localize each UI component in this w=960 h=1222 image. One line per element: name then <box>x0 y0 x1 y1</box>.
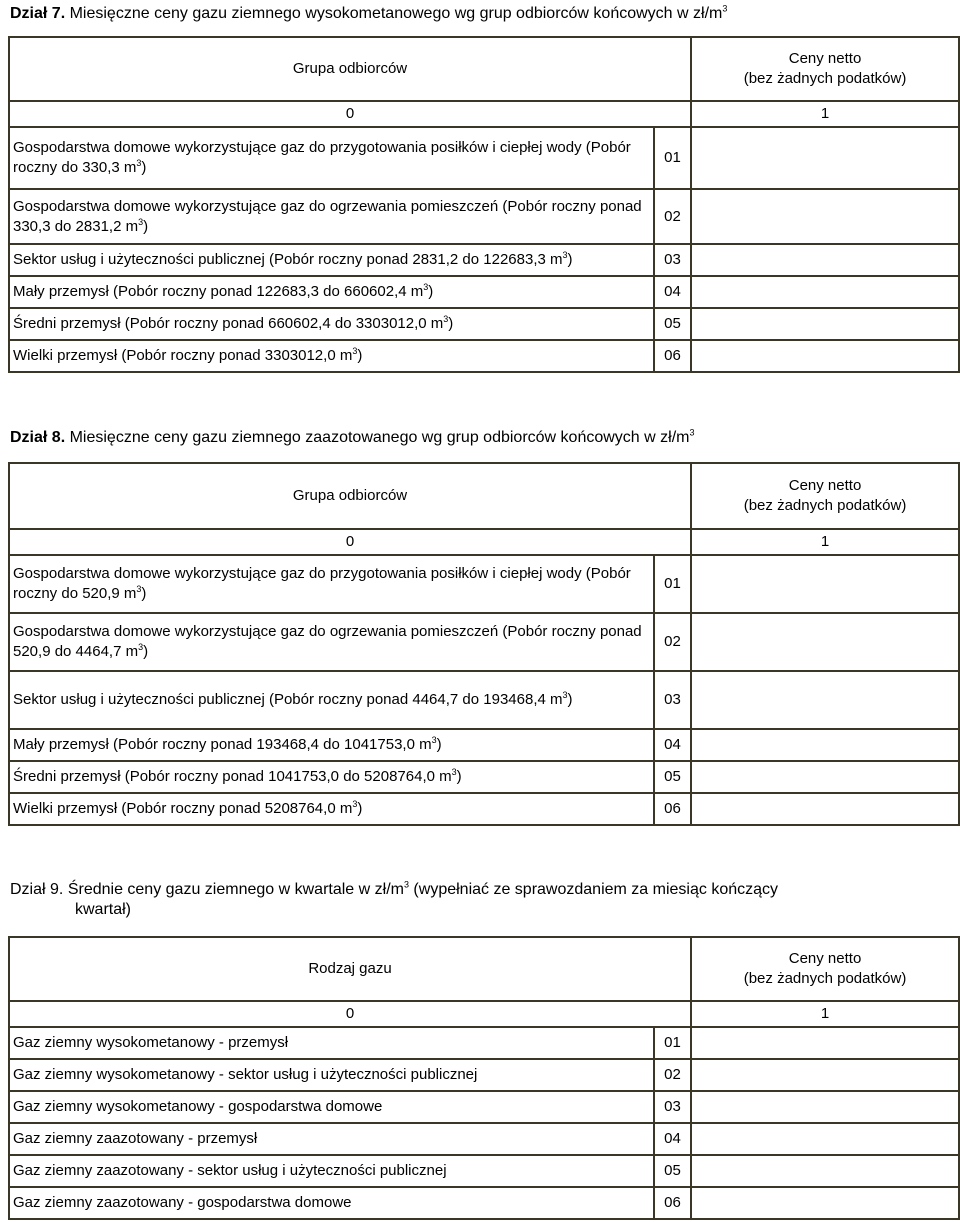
row-code: 04 <box>654 276 691 308</box>
row-code: 05 <box>654 308 691 340</box>
section-9-title <box>10 880 778 920</box>
row-label: Mały przemysł (Pobór roczny ponad 193468,4 do 1041753,0 $m^3$) <box>9 729 654 761</box>
table-header-row <box>9 463 959 529</box>
column-number-1: 1 <box>691 101 959 127</box>
price-input-cell[interactable] <box>691 127 959 189</box>
header-price-line2: (bez żadnych podatków) <box>743 970 907 987</box>
section-9-title-part1: Średnie ceny gazu ziemnego w kwartale w zł/m <box>67 881 404 898</box>
price-input-cell[interactable] <box>691 244 959 276</box>
table-row <box>9 244 959 276</box>
table-row <box>9 729 959 761</box>
row-code: 04 <box>654 1123 691 1155</box>
table-row <box>9 761 959 793</box>
table-row <box>9 1091 959 1123</box>
row-label: Wielki przemysł (Pobór roczny ponad 5208764,0 $m^3$) <box>9 793 654 825</box>
price-input-cell[interactable] <box>691 276 959 308</box>
header-price-line1: Ceny netto <box>788 50 862 67</box>
row-label: Gaz ziemny zaazotowany - gospodarstwa domowe <box>9 1187 654 1219</box>
table-row <box>9 1059 959 1091</box>
row-label: Gospodarstwa domowe wykorzystujące gaz do ogrzewania pomieszczeń (Pobór roczny ponad 330,3 do 2831,2 $m^3$) <box>9 189 654 244</box>
price-input-cell[interactable] <box>691 1155 959 1187</box>
section-7-title-sup: 3 <box>722 3 728 14</box>
column-number-0: 0 <box>9 101 691 127</box>
row-label: Średni przemysł (Pobór roczny ponad 660602,4 do 3303012,0 $m^3$) <box>9 308 654 340</box>
column-number-0: 0 <box>9 1001 691 1027</box>
row-label: Mały przemysł (Pobór roczny ponad 122683,3 do 660602,4 $m^3$) <box>9 276 654 308</box>
row-code: 03 <box>654 671 691 729</box>
price-input-cell[interactable] <box>691 1091 959 1123</box>
price-input-cell[interactable] <box>691 613 959 671</box>
row-label: Gaz ziemny zaazotowany - sektor usług i użyteczności publicznej <box>9 1155 654 1187</box>
table-row <box>9 1187 959 1219</box>
row-code: 06 <box>654 793 691 825</box>
section-8-title <box>10 428 694 448</box>
row-label: Gospodarstwa domowe wykorzystujące gaz do przygotowania posiłków i ciepłej wody (Pobór roczny do 330,3 $m^3$) <box>9 127 654 189</box>
row-code: 02 <box>654 189 691 244</box>
row-code: 06 <box>654 1187 691 1219</box>
row-code: 05 <box>654 761 691 793</box>
row-code: 01 <box>654 1027 691 1059</box>
section-7-table <box>8 36 960 373</box>
table-row <box>9 127 959 189</box>
header-gas-type-cell: Rodzaj gazu <box>9 937 691 1001</box>
price-input-cell[interactable] <box>691 1187 959 1219</box>
price-input-cell[interactable] <box>691 671 959 729</box>
section-7-title <box>10 4 727 24</box>
table-numbering-row <box>9 101 959 127</box>
row-code: 02 <box>654 613 691 671</box>
header-price-line2: (bez żadnych podatków) <box>743 497 907 514</box>
row-code: 02 <box>654 1059 691 1091</box>
row-label: Gospodarstwa domowe wykorzystujące gaz do przygotowania posiłków i ciepłej wody (Pobór roczny do 520,9 $m^3$) <box>9 555 654 613</box>
row-label: Sektor usług i użyteczności publicznej (Pobór roczny ponad 4464,7 do 193468,4 $m^3$) <box>9 671 654 729</box>
section-8-title-sup: 3 <box>689 427 695 438</box>
section-8-title-text: Miesięczne ceny gazu ziemnego zaazotowanego wg grup odbiorców końcowych w zł/m <box>69 429 690 446</box>
section-9-number: Dział 9. <box>10 881 64 898</box>
table-row <box>9 1155 959 1187</box>
table-numbering-row <box>9 529 959 555</box>
table-row <box>9 793 959 825</box>
price-input-cell[interactable] <box>691 189 959 244</box>
header-price-line1: Ceny netto <box>788 477 862 494</box>
table-row <box>9 555 959 613</box>
row-code: 06 <box>654 340 691 372</box>
row-label: Gaz ziemny wysokometanowy - przemysł <box>9 1027 654 1059</box>
header-group-cell: Grupa odbiorców <box>9 463 691 529</box>
row-code: 03 <box>654 244 691 276</box>
table-header-row <box>9 37 959 101</box>
column-number-1: 1 <box>691 1001 959 1027</box>
header-price-line2: (bez żadnych podatków) <box>743 70 907 87</box>
section-8-table <box>8 462 960 826</box>
row-label: Gaz ziemny zaazotowany - przemysł <box>9 1123 654 1155</box>
row-code: 01 <box>654 127 691 189</box>
section-8-number: Dział 8. <box>10 429 66 446</box>
header-price-cell <box>691 37 959 101</box>
price-input-cell[interactable] <box>691 1027 959 1059</box>
table-header-row <box>9 937 959 1001</box>
price-input-cell[interactable] <box>691 308 959 340</box>
header-price-cell <box>691 463 959 529</box>
row-label: Gaz ziemny wysokometanowy - sektor usług i użyteczności publicznej <box>9 1059 654 1091</box>
table-row <box>9 189 959 244</box>
row-code: 04 <box>654 729 691 761</box>
price-input-cell[interactable] <box>691 793 959 825</box>
header-price-cell <box>691 937 959 1001</box>
row-label: Gaz ziemny wysokometanowy - gospodarstwa domowe <box>9 1091 654 1123</box>
section-9-title-part2: (wypełniać ze sprawozdaniem za miesiąc kończący <box>408 881 779 898</box>
row-label: Sektor usług i użyteczności publicznej (Pobór roczny ponad 2831,2 do 122683,3 $m^3$) <box>9 244 654 276</box>
price-input-cell[interactable] <box>691 761 959 793</box>
price-input-cell[interactable] <box>691 1059 959 1091</box>
row-code: 05 <box>654 1155 691 1187</box>
section-7-title-text: Miesięczne ceny gazu ziemnego wysokometanowego wg grup odbiorców końcowych w zł/m <box>69 5 723 22</box>
section-9-table <box>8 936 960 1220</box>
table-row <box>9 276 959 308</box>
column-number-1: 1 <box>691 529 959 555</box>
header-price-line1: Ceny netto <box>788 950 862 967</box>
row-label: Gospodarstwa domowe wykorzystujące gaz do ogrzewania pomieszczeń (Pobór roczny ponad 520,9 do 4464,7 $m^3$) <box>9 613 654 671</box>
price-input-cell[interactable] <box>691 1123 959 1155</box>
row-code: 01 <box>654 555 691 613</box>
price-input-cell[interactable] <box>691 729 959 761</box>
table-row <box>9 340 959 372</box>
table-row <box>9 1123 959 1155</box>
table-row <box>9 1027 959 1059</box>
table-row <box>9 613 959 671</box>
header-group-cell: Grupa odbiorców <box>9 37 691 101</box>
table-row <box>9 671 959 729</box>
row-label: Wielki przemysł (Pobór roczny ponad 3303012,0 $m^3$) <box>9 340 654 372</box>
table-numbering-row <box>9 1001 959 1027</box>
section-9-title-sup: 3 <box>403 879 409 890</box>
section-7-number: Dział 7. <box>10 5 66 22</box>
price-input-cell[interactable] <box>691 555 959 613</box>
column-number-0: 0 <box>9 529 691 555</box>
row-label: Średni przemysł (Pobór roczny ponad 1041753,0 do 5208764,0 $m^3$) <box>9 761 654 793</box>
row-code: 03 <box>654 1091 691 1123</box>
section-9-title-line2: kwartał) <box>75 901 132 918</box>
price-input-cell[interactable] <box>691 340 959 372</box>
table-row <box>9 308 959 340</box>
